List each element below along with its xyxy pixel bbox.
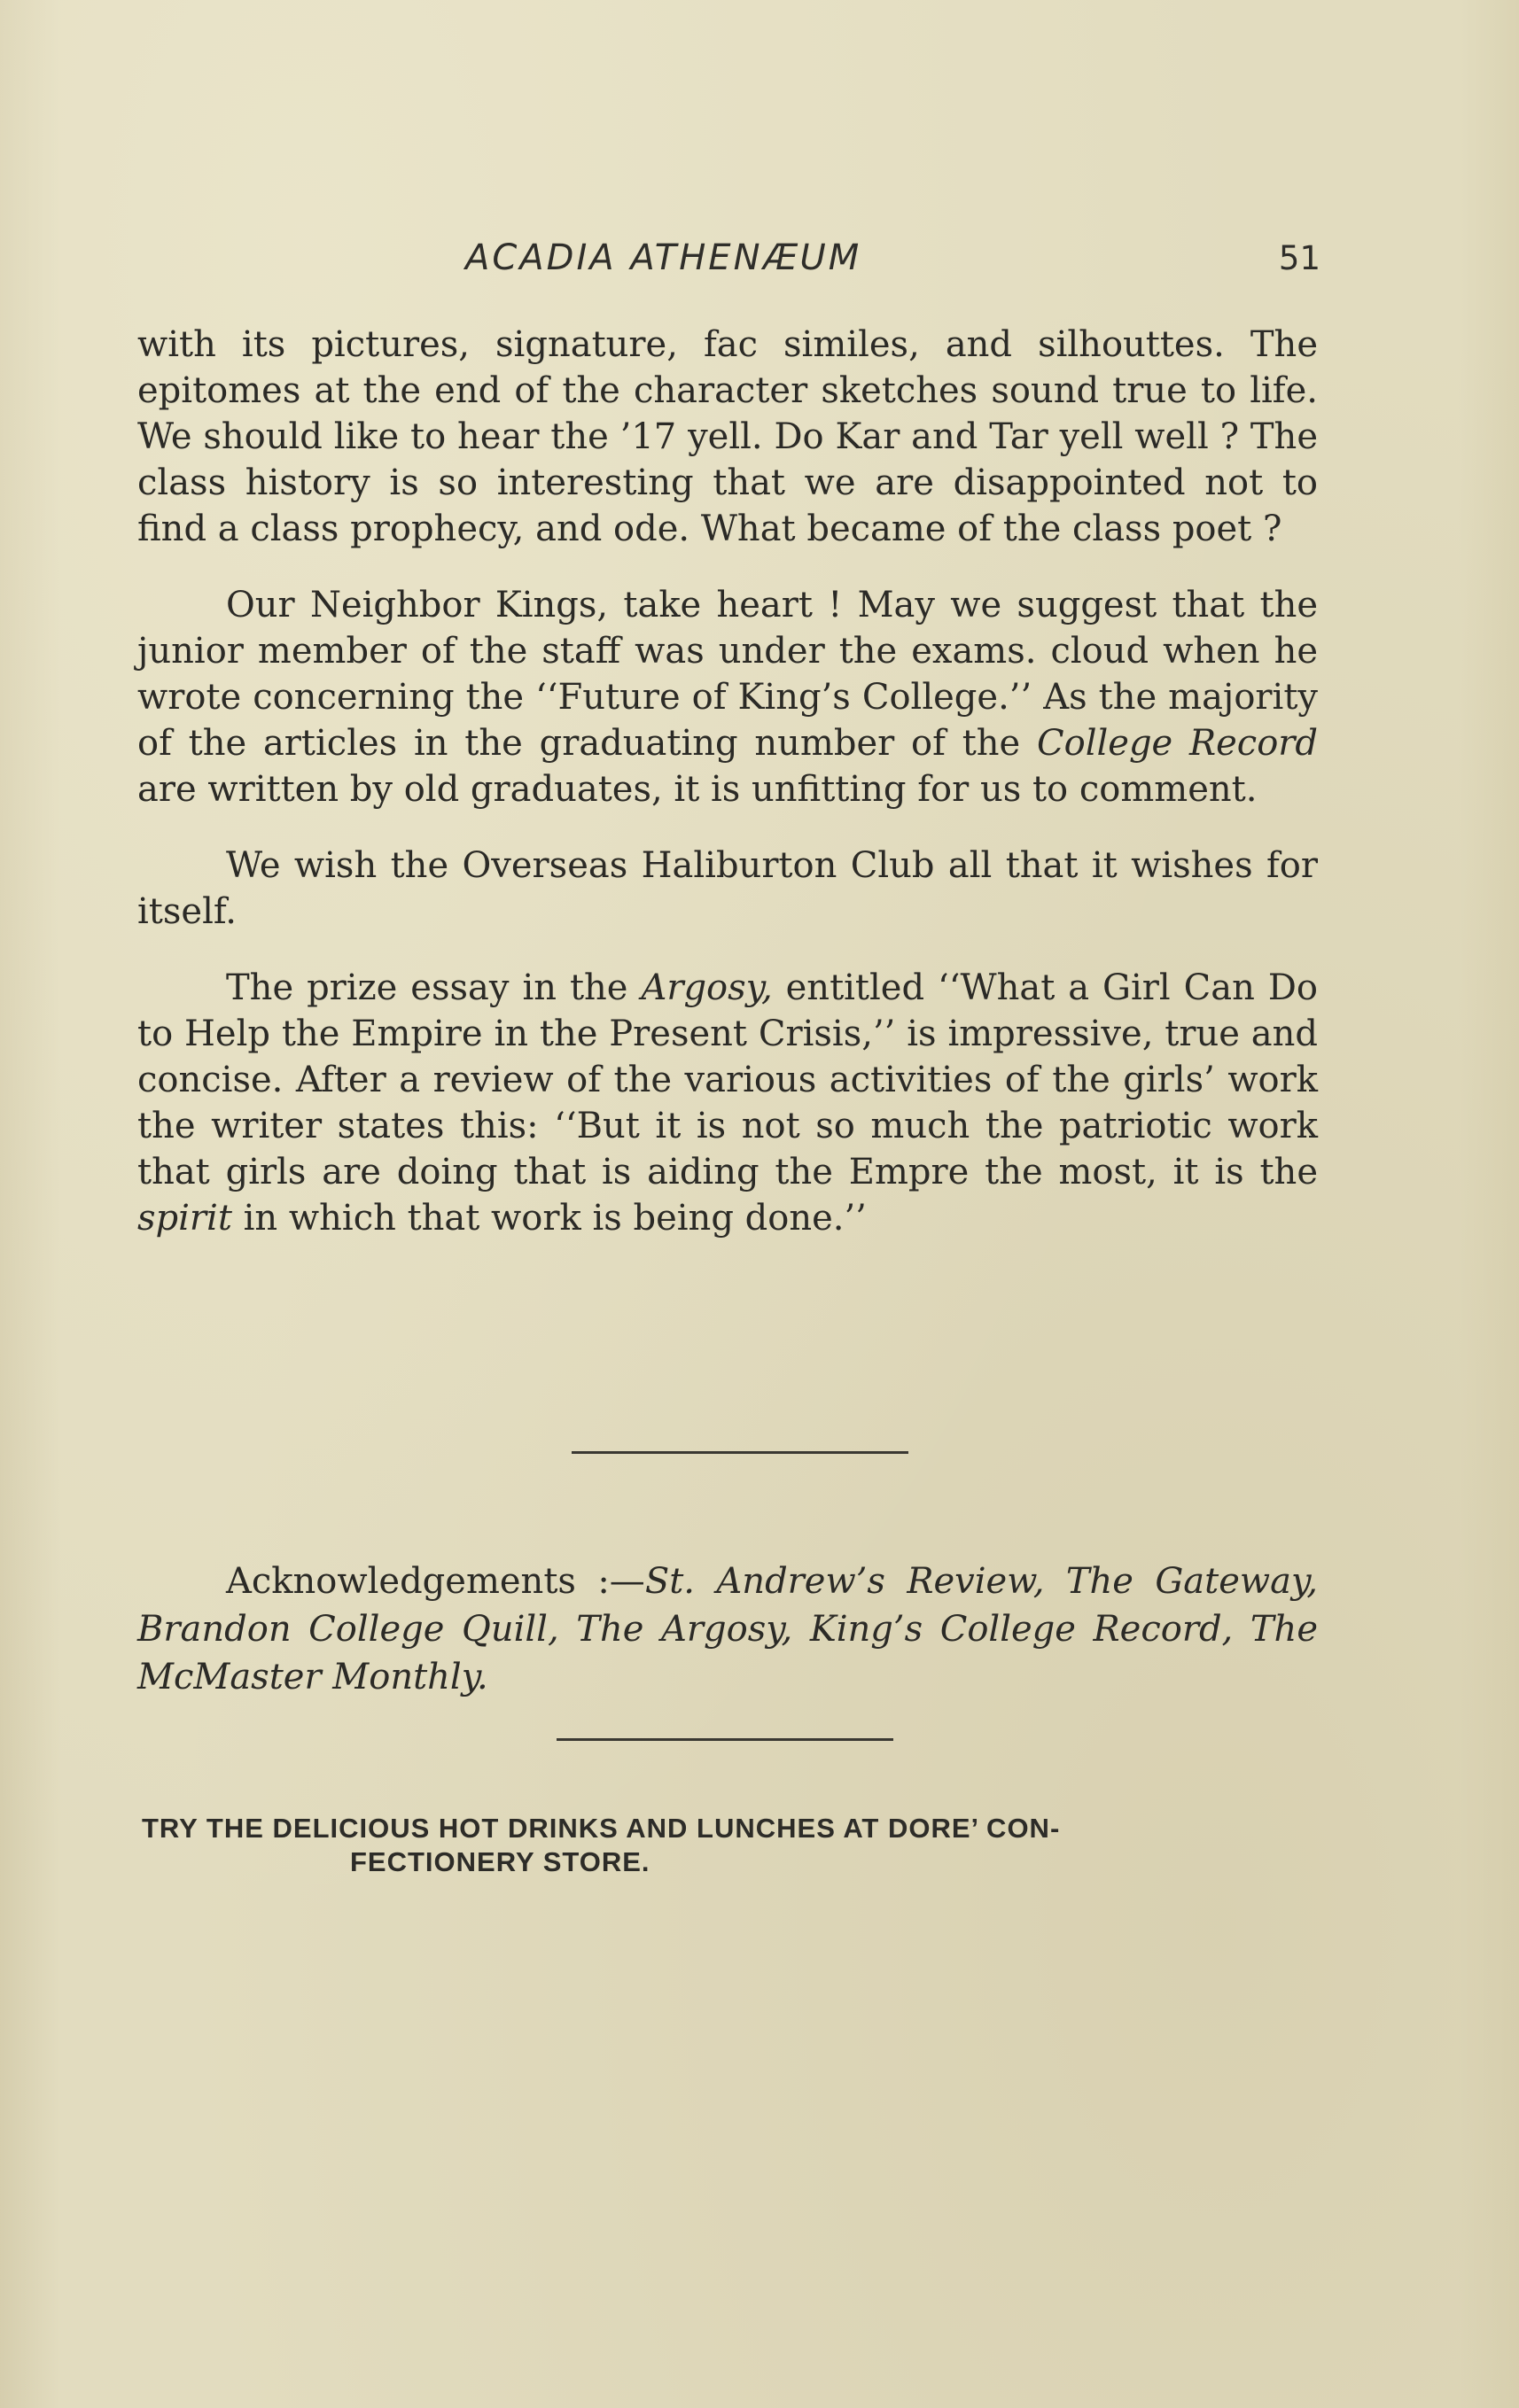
paragraph-2 — [137, 582, 1318, 812]
paragraph-1 — [137, 322, 1318, 552]
advertisement-line-2: FECTIONERY STORE. — [350, 1846, 650, 1877]
page-number: 51 — [1278, 239, 1320, 277]
advertisement-notice — [142, 1812, 1320, 1879]
paragraph-2-text-b: are written by old graduates, it is unfitting for us to comment. — [137, 769, 1258, 810]
paragraph-3-text: We wish the Overseas Haliburton Club all that it wishes for itself. — [137, 845, 1318, 932]
paragraph-4-text-c: in which that work is being done.’’ — [231, 1198, 867, 1239]
section-divider-rule-2 — [557, 1738, 893, 1741]
section-divider-rule — [572, 1451, 908, 1454]
paragraph-3 — [137, 843, 1318, 935]
advertisement-line-1: TRY THE DELICIOUS HOT DRINKS AND LUNCHES AT DORE’ CON- — [142, 1813, 1061, 1844]
paragraph-2-italic-college-record: College Record — [1037, 723, 1319, 764]
paragraph-2-text-a: Our Neighbor Kings, take heart ! May we suggest that the junior member of the staff was under the exams. cloud when he wrote concerning the ‘‘Future of King’s College.’’ As the majority of the articles in the graduating number of the — [137, 585, 1318, 764]
running-title: ACADIA ATHENÆUM — [465, 237, 862, 278]
acknowledgements — [137, 1557, 1318, 1701]
running-head — [137, 237, 1320, 291]
paragraph-4-text-b: entitled ‘‘What a Girl Can Do to Help the Empire in the Present Crisis,’’ is impressive, true and concise. After a review of the various activities of the girls’ work the writer states this: ‘‘But it is not so much the patriotic work that girls are doing that is aiding the Empre the most, it is the — [137, 967, 1318, 1192]
acknowledgements-list: St. Andrew’s Review, The Gateway, Brandon College Quill, The Argosy, King’s College Record, The McMaster Monthly. — [137, 1561, 1318, 1697]
paragraph-4 — [137, 965, 1318, 1241]
paragraph-4-italic-spirit: spirit — [137, 1198, 232, 1239]
acknowledgements-lead: Acknowledgements :— — [226, 1561, 645, 1602]
body-text — [137, 322, 1318, 1271]
paragraph-4-italic-argosy: Argosy, — [641, 967, 773, 1008]
paragraph-1-text: with its pictures, signature, fac similes, and silhouttes. The epitomes at the end of the character sketches sound true to life. We should like to hear the ’17 yell. Do Kar and Tar yell well ? The class history is so interesting that we are disappointed not to find a class prophecy, and ode. What became of the class poet ? — [137, 324, 1318, 549]
paragraph-4-text-a: The prize essay in the — [226, 967, 642, 1008]
